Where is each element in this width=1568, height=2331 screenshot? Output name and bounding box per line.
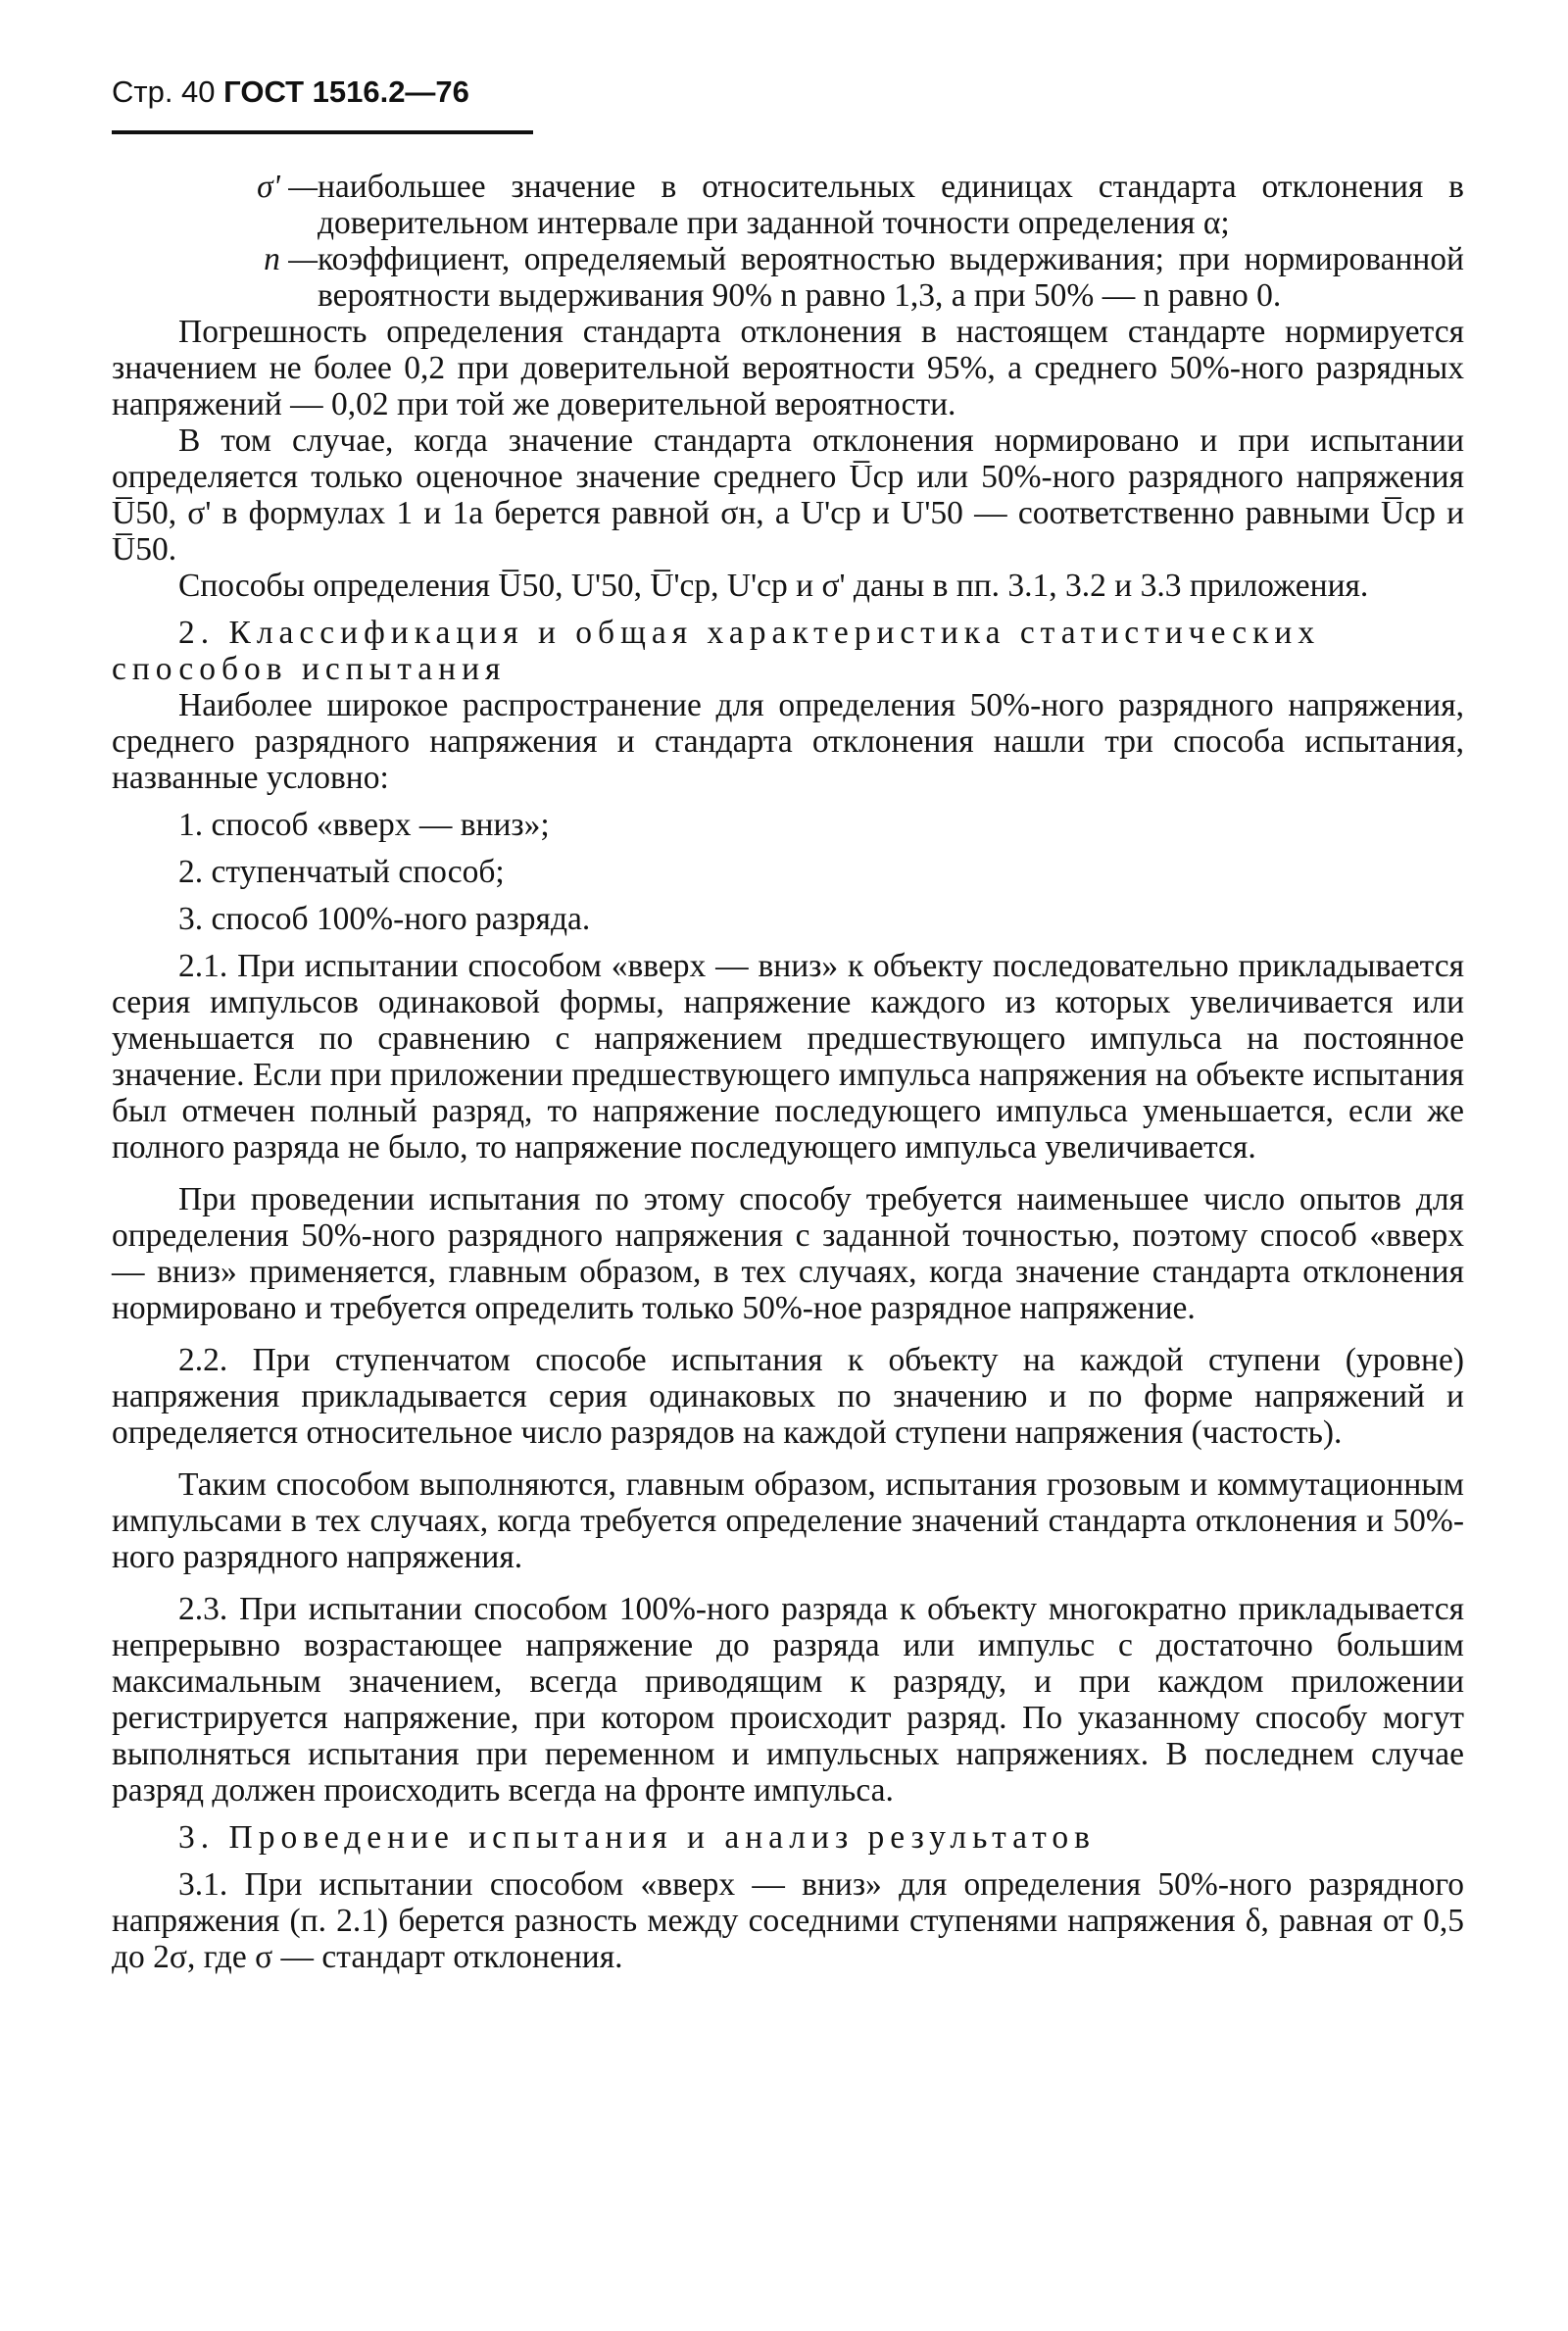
header-rule [112,130,533,134]
definition-sigma [112,169,1464,241]
section-2-heading: 2. Классификация и общая характеристика статистических способов испытания [112,615,1321,687]
definition-text: наибольшее значение в относительных единицах стандарта отклонения в доверительном интервале при заданной точности определения α; [318,169,1464,241]
document-body [112,169,1464,1975]
clause-2-3: 2.3. При испытании способом 100%-ного разряда к объекту многократно прикладывается непрерывно возрастающее напряжение до разряда или импульс с достаточно большим максимальным значением, всегда приводящим к разряду, и при каждом приложении регистрируется напряжение, при котором происходит разряд. По указанному способу могут выполняться испытания при переменном и импульсных напряжениях. В последнем случае разряд должен происходить всегда на фронте импульса. [112,1591,1464,1809]
paragraph-methods: Способы определения U̅50, U'50, U̅'ср, U'ср и σ' даны в пп. 3.1, 3.2 и 3.3 приложения. [178,568,1369,604]
clause-3-1: 3.1. При испытании способом «вверх — вниз» для определения 50%-ного разрядного напряжения (п. 2.1) берется разность между соседними ступенями напряжения δ, равная от 0,5 до 2σ, где σ — стандарт отклонения. [112,1866,1464,1975]
clause-2-2-note: Таким способом выполняются, главным образом, испытания грозовым и коммутационным импульсами в тех случаях, когда требуется определение значений стандарта отклонения и 50%-ного разрядного напряжения. [112,1466,1464,1575]
definition-text: коэффициент, определяемый вероятностью выдерживания; при нормированной вероятности выдерживания 90% n равно 1,3, а при 50% — n равно 0. [318,241,1464,314]
definition-symbol: n — [264,241,318,277]
section-2-intro: Наиболее широкое распространение для определения 50%-ного разрядного напряжения, среднего разрядного напряжения и стандарта отклонения нашли три способа испытания, названные условно: [112,687,1464,796]
clause-2-1: 2.1. При испытании способом «вверх — вниз» к объекту последовательно прикладывается серия импульсов одинаковой формы, напряжение каждого из которых увеличивается или уменьшается по сравнению с напряжением предшествующего импульса на постоянное значение. Если при приложении предшествующего импульса напряжения на объекте испытания был отмечен полный разряд, то напряжение последующего импульса уменьшается, если же полного разряда не было, то напряжение последующего импульса увеличивается. [112,948,1464,1166]
paragraph-case: В том случае, когда значение стандарта отклонения нормировано и при испытании определяется только оценочное значение среднего U̅ср или 50%-ного разрядного напряжения U̅50, σ' в формулах 1 и 1а берется равной σн, а U'ср и U'50 — соответственно равными U̅ср и U̅50. [112,422,1464,568]
clause-2-2: 2.2. При ступенчатом способе испытания к объекту на каждой ступени (уровне) напряжения прикладывается серия одинаковых по значению и по форме напряжений и определяется относительное число разрядов на каждой ступени напряжения (частость). [112,1342,1464,1451]
definition-symbol: σ' — [257,169,318,205]
standard-code: ГОСТ 1516.2—76 [223,74,469,109]
section-3-heading: 3. Проведение испытания и анализ результатов [178,1819,1096,1856]
list-item: 2. ступенчатый способ; [178,854,505,890]
list-item: 3. способ 100%-ного разряда. [178,901,591,937]
clause-2-1-note: При проведении испытания по этому способу требуется наименьшее число опытов для определения 50%-ного разрядного напряжения с заданной точностью, поэтому способ «вверх — вниз» применяется, главным образом, в тех случаях, когда значение стандарта отклонения нормировано и требуется определить только 50%-ное разрядное напряжение. [112,1181,1464,1326]
paragraph-error: Погрешность определения стандарта отклонения в настоящем стандарте нормируется значением не более 0,2 при доверительной вероятности 95%, а среднего 50%-ного разрядных напряжений — 0,02 при той же доверительной вероятности. [112,314,1464,422]
page-number: Стр. 40 [112,74,216,109]
page-header [112,74,469,114]
list-item: 1. способ «вверх — вниз»; [178,807,550,843]
definition-n [112,241,1464,314]
